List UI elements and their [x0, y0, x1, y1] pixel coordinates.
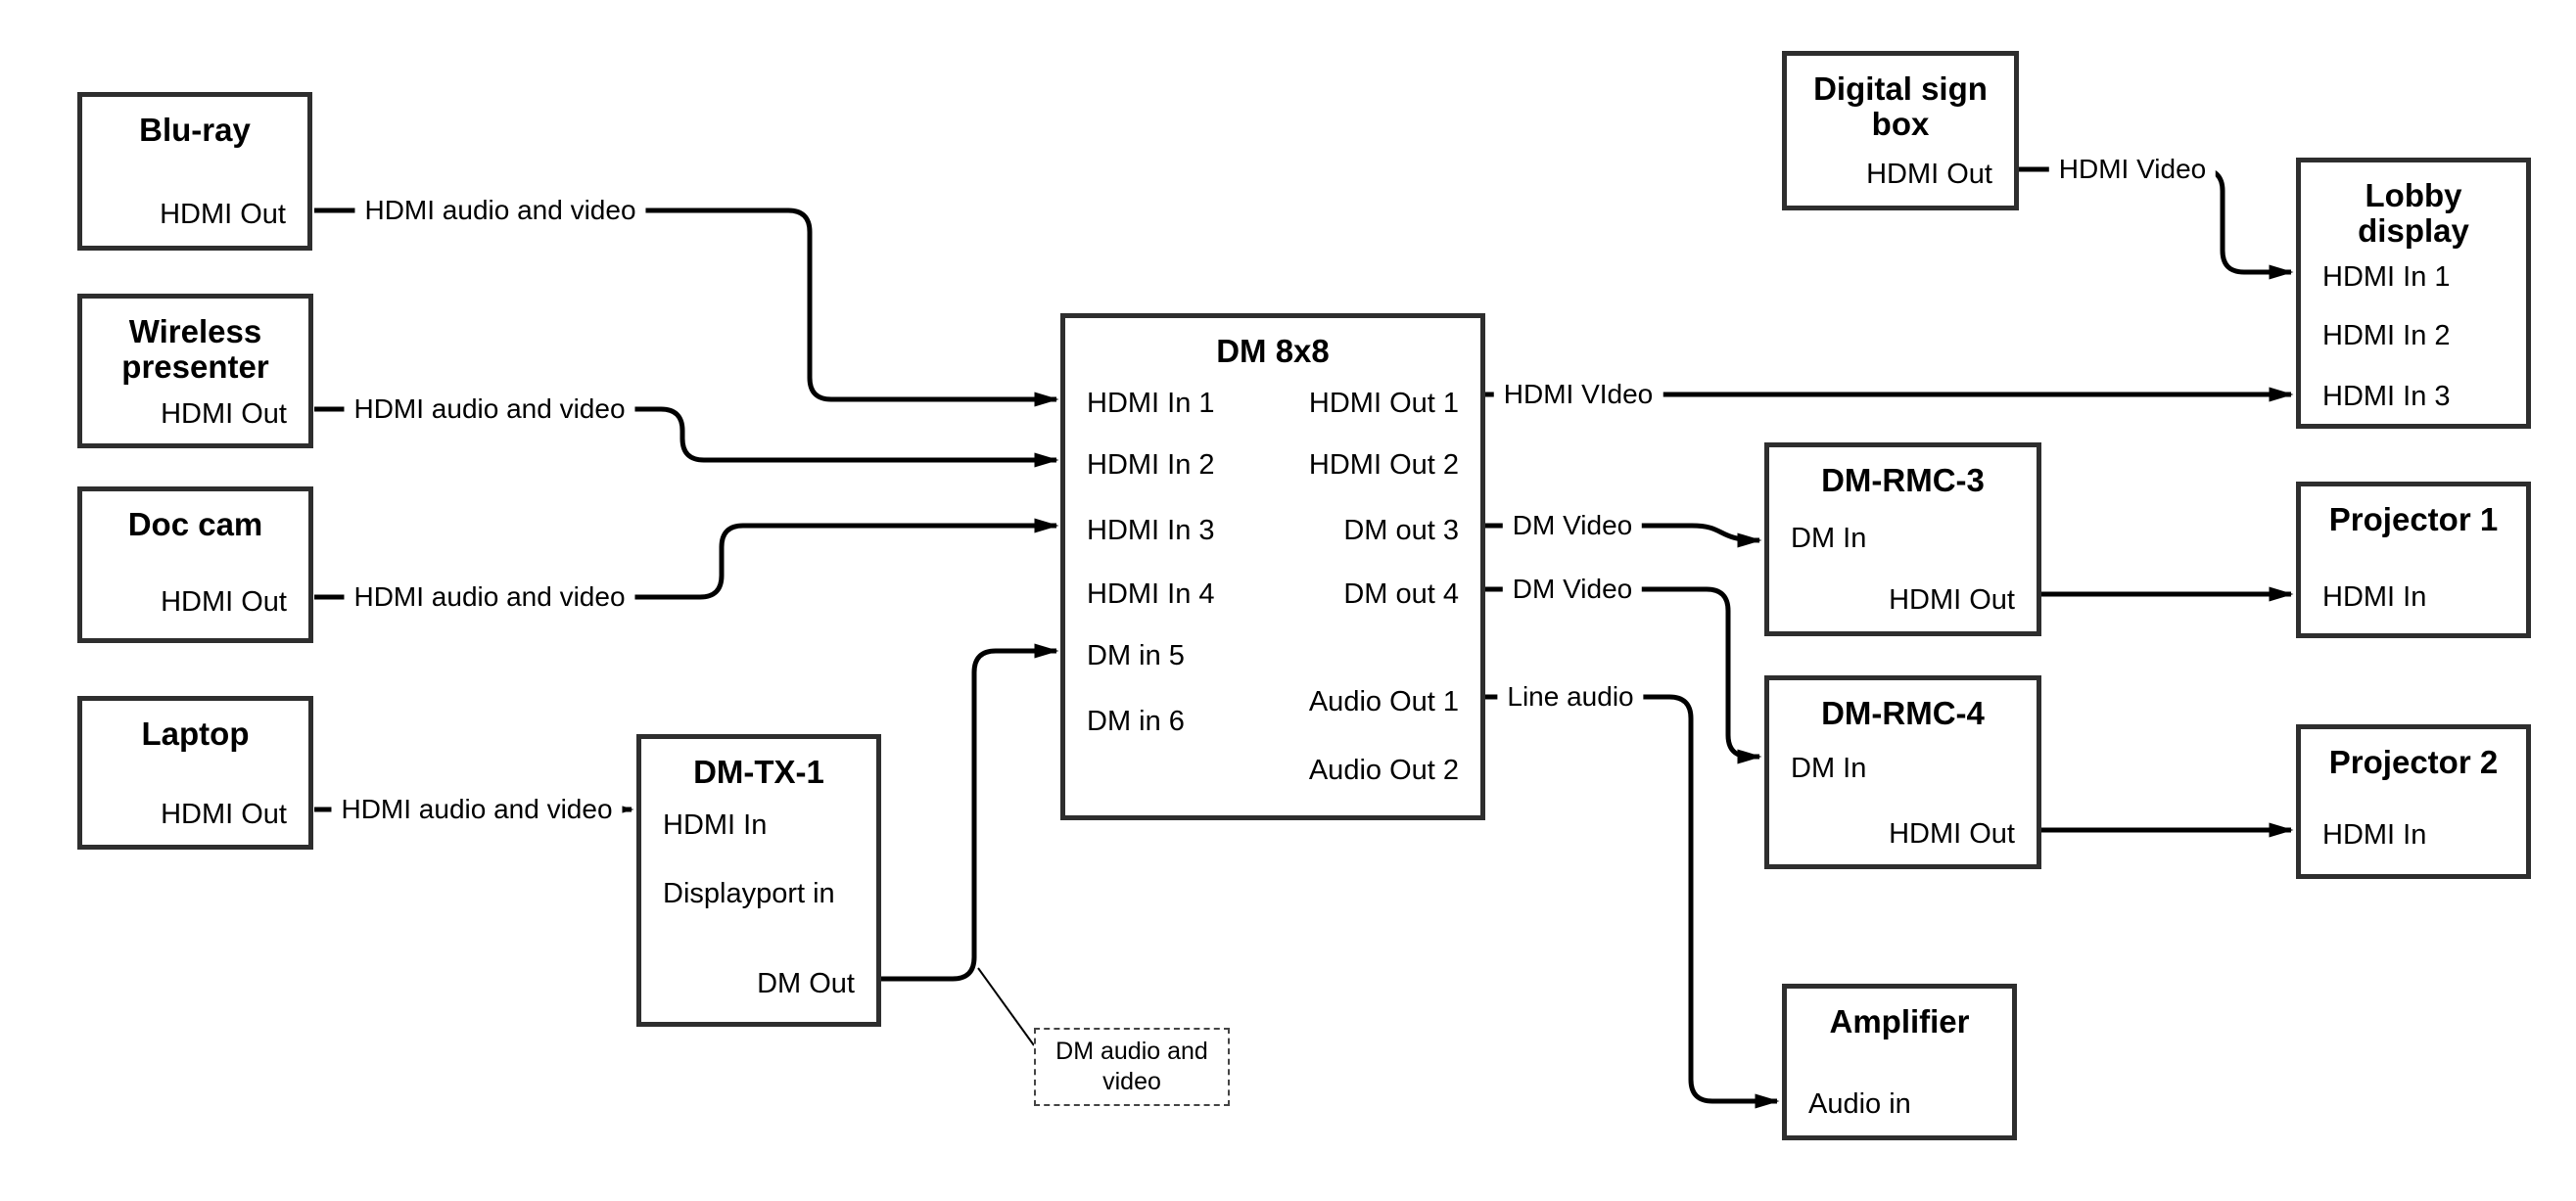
node-bluray	[77, 92, 312, 251]
wire-label-wireless-wire-label: HDMI audio and video	[344, 393, 634, 425]
wire-bluray-to-dm8x8-in1	[314, 210, 1056, 399]
node-title-amplifier	[1787, 1004, 2012, 1039]
port-dm-8x8-hdmi-out-2: HDMI Out 2	[1308, 449, 1459, 481]
node-title-wireless-presenter	[82, 314, 308, 385]
node-title-line: presenter	[121, 348, 269, 385]
wire-label-laptop-wire-label: HDMI audio and video	[331, 794, 622, 825]
port-bluray-hdmi-out: HDMI Out	[160, 199, 286, 230]
node-dm-rmc-4	[1764, 675, 2041, 869]
port-dm-rmc-4-hdmi-out: HDMI Out	[1889, 818, 2015, 850]
node-title-line: Projector 2	[2328, 744, 2499, 780]
wire-dm8x8-audio1-to-amp	[1485, 697, 1777, 1101]
wire-label-bluray-wire-label: HDMI audio and video	[354, 195, 645, 226]
wire-label-hdmi-video-out1-label: HDMI VIdeo	[1494, 379, 1663, 410]
node-title-line: Wireless	[128, 313, 262, 349]
node-title-line: box	[1871, 106, 1930, 142]
node-doc-cam	[77, 486, 313, 643]
node-title-dm-8x8	[1065, 334, 1480, 369]
port-dm-8x8-hdmi-in-1: HDMI In 1	[1087, 388, 1215, 419]
port-dm-8x8-dm-out-4: DM out 4	[1343, 578, 1459, 610]
port-dm-rmc-3-hdmi-out: HDMI Out	[1889, 584, 2015, 616]
port-dm-rmc-3-dm-in: DM In	[1791, 523, 1867, 554]
port-dm-8x8-dm-in-6: DM in 6	[1087, 706, 1185, 737]
node-title-dm-rmc-3	[1769, 463, 2037, 498]
wire-label-doccam-wire-label: HDMI audio and video	[344, 581, 634, 613]
node-title-dm-rmc-4	[1769, 696, 2037, 731]
node-lobby-display	[2296, 158, 2531, 429]
node-title-laptop	[82, 716, 308, 752]
port-dm-tx-1-hdmi-in: HDMI In	[663, 809, 768, 841]
node-title-lobby-display	[2301, 178, 2526, 249]
note-line: video	[1102, 1068, 1161, 1095]
node-title-dm-tx-1	[641, 755, 876, 790]
wire-note-leader	[978, 968, 1034, 1045]
node-dm-8x8	[1060, 313, 1485, 820]
node-laptop	[77, 696, 313, 850]
node-title-line: Laptop	[141, 716, 250, 752]
wire-label-dm-video-out4-label: DM Video	[1503, 574, 1642, 605]
node-title-line: Digital sign	[1813, 70, 1988, 107]
port-dm-8x8-hdmi-in-4: HDMI In 4	[1087, 578, 1215, 610]
wire-dm8x8-out4-to-rmc4	[1485, 589, 1759, 757]
port-doc-cam-hdmi-out: HDMI Out	[161, 586, 287, 618]
port-dm-8x8-hdmi-out-1: HDMI Out 1	[1308, 388, 1459, 419]
port-lobby-display-hdmi-in-1: HDMI In 1	[2322, 261, 2451, 293]
node-wireless-presenter	[77, 294, 313, 448]
port-dm-8x8-audio-out-2: Audio Out 2	[1308, 755, 1459, 786]
node-title-bluray	[82, 113, 307, 148]
port-laptop-hdmi-out: HDMI Out	[161, 799, 287, 830]
node-amplifier	[1782, 984, 2017, 1140]
node-title-line: Blu-ray	[139, 112, 251, 148]
port-lobby-display-hdmi-in-3: HDMI In 3	[2322, 381, 2451, 412]
wire-label-line-audio-label: Line audio	[1497, 681, 1643, 713]
node-dm-rmc-3	[1764, 442, 2041, 636]
port-lobby-display-hdmi-in-2: HDMI In 2	[2322, 320, 2451, 351]
node-title-line: DM-RMC-4	[1821, 695, 1985, 731]
node-title-digital-sign-box	[1787, 71, 2014, 142]
node-title-line: display	[2358, 212, 2469, 249]
note-line: DM audio and	[1055, 1038, 1208, 1065]
node-title-line: Projector 1	[2328, 501, 2499, 537]
node-dm-tx-1	[636, 734, 881, 1027]
wire-label-hdmi-video-sign-label: HDMI Video	[2049, 154, 2216, 185]
port-dm-8x8-dm-in-5: DM in 5	[1087, 640, 1185, 671]
port-dm-8x8-hdmi-in-2: HDMI In 2	[1087, 449, 1215, 481]
node-title-line: Doc cam	[127, 506, 263, 542]
node-title-line: DM-RMC-3	[1821, 462, 1985, 498]
node-title-line: DM-TX-1	[693, 754, 824, 790]
node-title-projector-1	[2301, 502, 2526, 537]
node-title-line: Lobby	[2365, 177, 2462, 213]
node-title-line: DM 8x8	[1216, 333, 1330, 369]
node-projector-2	[2296, 724, 2531, 879]
wire-label-dm-video-out3-label: DM Video	[1503, 510, 1642, 541]
port-dm-8x8-audio-out-1: Audio Out 1	[1308, 686, 1459, 717]
node-title-projector-2	[2301, 745, 2526, 780]
node-digital-sign-box	[1782, 51, 2019, 210]
port-dm-rmc-4-dm-in: DM In	[1791, 753, 1867, 784]
node-title-line: Amplifier	[1829, 1003, 1970, 1039]
port-digital-sign-box-hdmi-out: HDMI Out	[1866, 159, 1992, 190]
port-dm-tx-1-dm-out: DM Out	[757, 968, 855, 999]
node-title-doc-cam	[82, 507, 308, 542]
port-dm-8x8-dm-out-3: DM out 3	[1343, 515, 1459, 546]
port-dm-tx-1-displayport-in: Displayport in	[663, 878, 835, 909]
wire-dmtx1-to-dm8x8-in5	[881, 651, 1056, 979]
node-projector-1	[2296, 482, 2531, 638]
port-projector-2-hdmi-in: HDMI In	[2322, 819, 2427, 851]
port-projector-1-hdmi-in: HDMI In	[2322, 581, 2427, 613]
port-dm-8x8-hdmi-in-3: HDMI In 3	[1087, 515, 1215, 546]
note-dm-audio-video-note	[1034, 1028, 1230, 1106]
port-amplifier-audio-in: Audio in	[1808, 1088, 1911, 1120]
port-wireless-presenter-hdmi-out: HDMI Out	[161, 398, 287, 430]
